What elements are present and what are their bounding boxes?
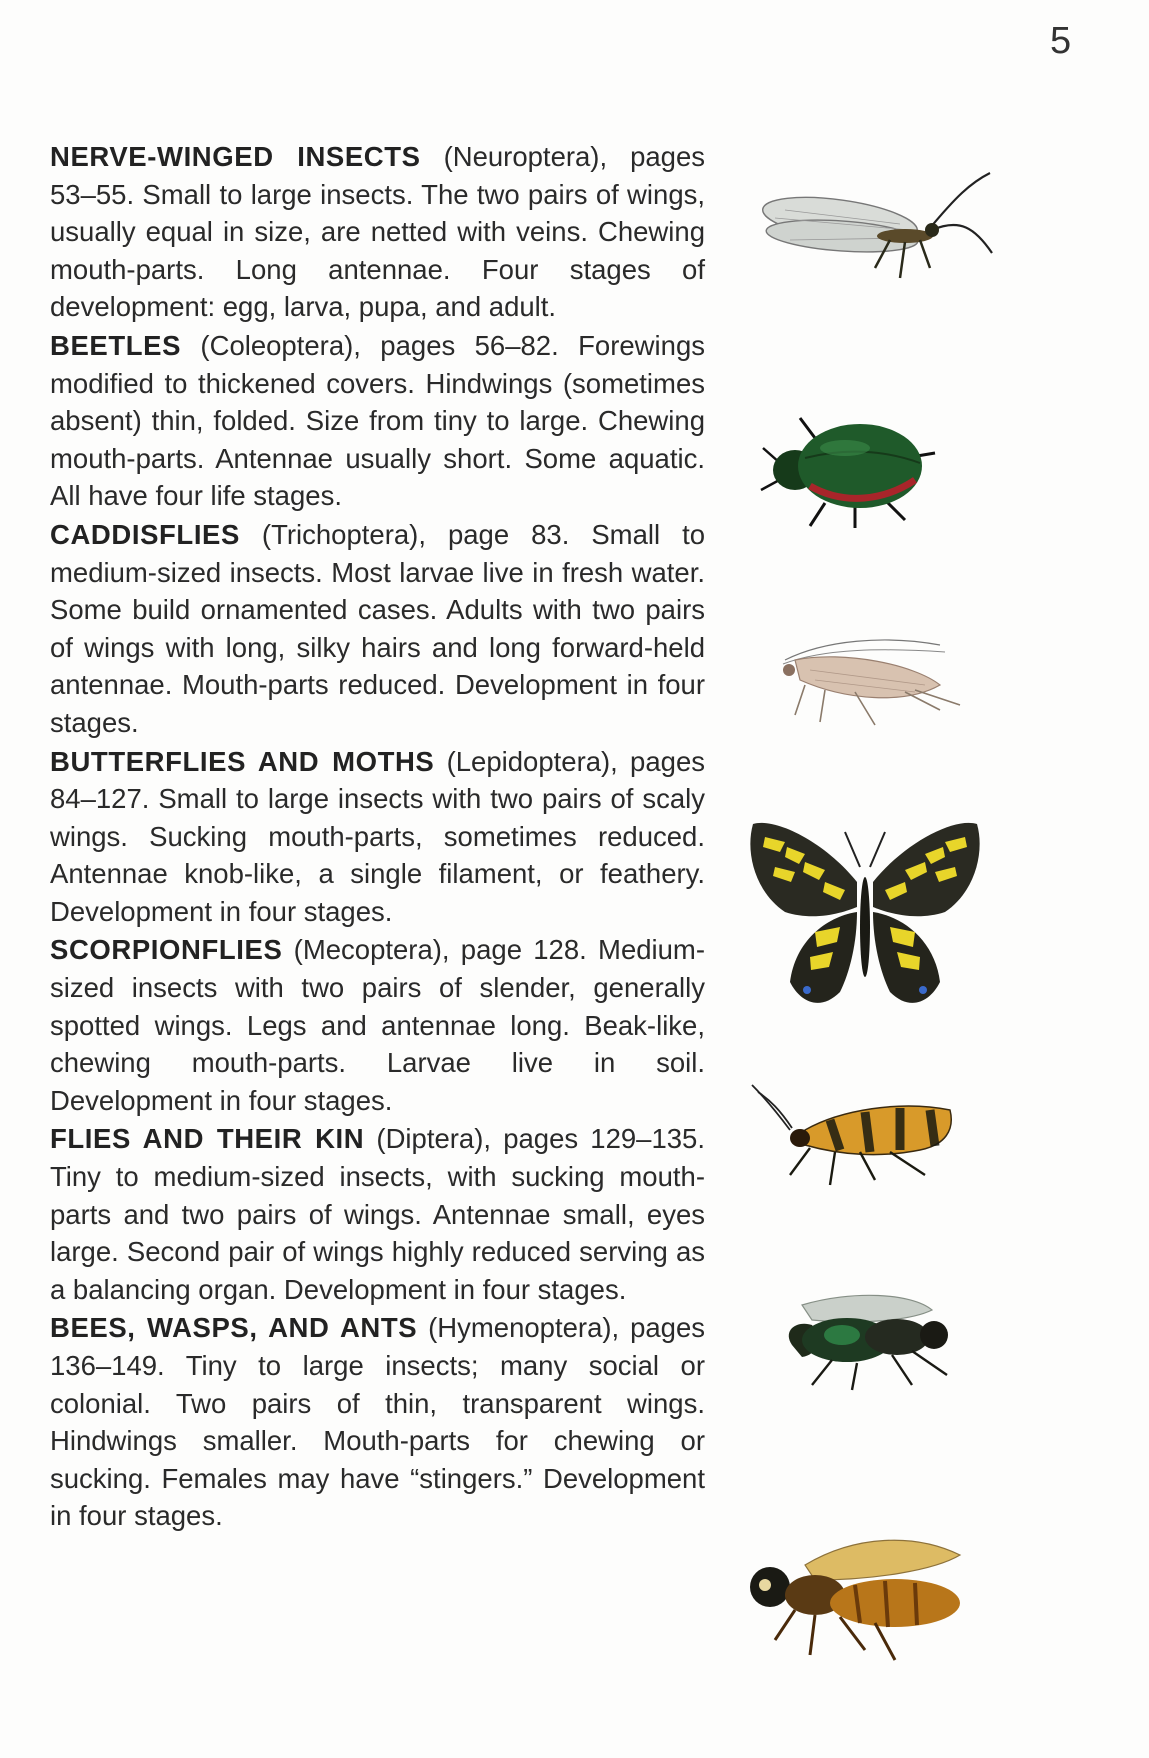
wasp-icon [745, 1525, 975, 1665]
page-number: 5 [1050, 20, 1072, 62]
entry-name: BEETLES [50, 329, 182, 361]
entry-text: (Hymenoptera), pages 136–149. Tiny to large insects; many social or colonial. Two pairs of thin, transparent wings. Hindwings smaller. Mouth-parts for chewing or sucking. Females may have “stingers.” Development in four stages. [50, 1312, 705, 1532]
entry-name: BEES, WASPS, AND ANTS [50, 1312, 418, 1344]
entry-name: BUTTERFLIES AND MOTHS [50, 745, 435, 777]
entry-name: FLIES AND THEIR KIN [50, 1123, 365, 1155]
entry-name: NERVE-WINGED INSECTS [50, 141, 421, 172]
beetle-icon [755, 408, 945, 528]
caddisfly-icon [765, 630, 980, 730]
scorpionfly-icon [750, 1080, 965, 1200]
entry-flies-and-their-kin [50, 1120, 705, 1308]
entry-beetles [50, 327, 705, 515]
entry-text: (Mecoptera), page 128. Medium-sized insects with two pairs of slender, generally spotted wings. Legs and antennae long. Beak-like, chewing mouth-parts. Larvae live in soil. Development in four stages. [50, 934, 705, 1116]
entry-butterflies-and-moths [50, 743, 705, 931]
fly-icon [762, 1285, 962, 1395]
entry-caddisflies [50, 516, 705, 742]
order-entries [50, 138, 705, 1536]
entry-name: CADDISFLIES [50, 518, 240, 550]
entry-text: (Coleoptera), pages 56–82. Forewings modified to thickened covers. Hindwings (sometimes absent) thin, folded. Size from tiny to large. Chewing mouth-parts. Antennae usually short. Some aquatic. All have four life stages. [50, 329, 705, 512]
entry-scorpionflies [50, 931, 705, 1119]
entry-nerve-winged-insects [50, 138, 705, 326]
entry-text: (Diptera), pages 129–135. Tiny to medium-sized insects, with sucking mouth-parts and two pairs of wings. Antennae small, eyes large. Second pair of wings highly reduced serving as a balancing organ. Development in four stages. [50, 1123, 705, 1305]
entry-name: SCORPIONFLIES [50, 934, 283, 966]
entry-text: (Lepidoptera), pages 84–127. Small to large insects with two pairs of scaly wings. Sucking mouth-parts, sometimes reduced. Antennae knob-like, a single filament, or feathery. Development in four stages. [50, 745, 705, 927]
entry-text: (Trichoptera), page 83. Small to medium-sized insects. Most larvae live in fresh water. Some build ornamented cases. Adults with two pairs of wings with long, silky hairs and long forward-held antennae. Mouth-parts reduced. Development in four stages. [50, 518, 705, 738]
butterfly-icon [745, 812, 985, 1022]
entry-bees-wasps-and-ants [50, 1309, 705, 1535]
entry-text: (Neuroptera), pages 53–55. Small to large insects. The two pairs of wings, usually equal in size, are netted with veins. Chewing mouth-parts. Long antennae. Four stages of development: egg, larva, pupa, and adult. [50, 141, 705, 323]
lacewing-icon [760, 158, 1005, 308]
